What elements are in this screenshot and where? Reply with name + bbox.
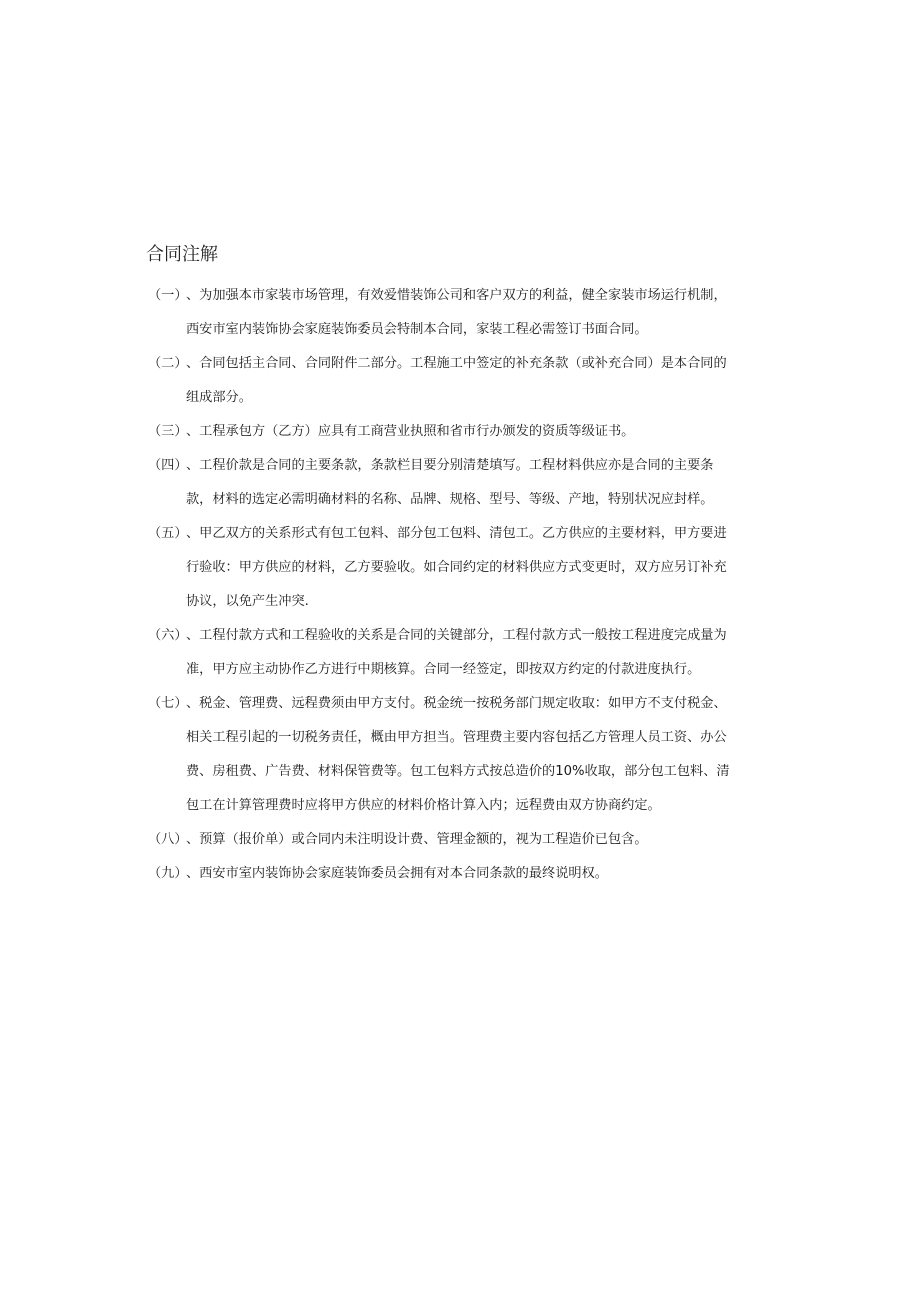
clause-number: （五）	[148, 526, 188, 541]
clause-number: （九）	[148, 866, 188, 881]
clause-item	[148, 857, 738, 891]
clause-list	[148, 279, 738, 891]
clause-number: （三）	[148, 424, 188, 439]
clause-item	[148, 279, 738, 347]
clause-item	[148, 449, 738, 517]
clause-text: 、西安市室内装饰协会家庭装饰委员会拥有对本合同条款的最终说明权。	[186, 866, 608, 881]
clause-number: （八）	[148, 832, 188, 847]
clause-text: 、工程付款方式和工程验收的关系是合同的关键部分，工程付款方式一般按工程进度完成量为准，甲方应主动协作乙方进行中期核算。合同一经签定，即按双方约定的付款进度执行。	[186, 628, 727, 677]
clause-text: 、为加强本市家装市场管理，有效爱惜装饰公司和客户双方的利益，健全家装市场运行机制，西安市室内装饰协会家庭装饰委员会特制本合同，家装工程必需签订书面合同。	[186, 288, 727, 337]
clause-item	[148, 823, 738, 857]
clause-number: （七）	[148, 696, 188, 711]
clause-number: （二）	[148, 356, 188, 371]
document-title: 合同注解	[146, 244, 218, 265]
clause-number: （六）	[148, 628, 188, 643]
clause-text: 、甲乙双方的关系形式有包工包料、部分包工包料、清包工。乙方供应的主要材料，甲方要进行验收：甲方供应的材料，乙方要验收。如合同约定的材料供应方式变更时，双方应另订补充协议，以免产生冲突.	[186, 526, 727, 609]
clause-text: 、工程价款是合同的主要条款，条款栏目要分别清楚填写。工程材料供应亦是合同的主要条款，材料的选定必需明确材料的名称、品牌、规格、型号、等级、产地，特别状况应封样。	[186, 458, 714, 507]
clause-item	[148, 347, 738, 415]
clause-item	[148, 415, 738, 449]
clause-text: 、合同包括主合同、合同附件二部分。工程施工中签定的补充条款（或补充合同）是本合同的组成部分。	[186, 356, 727, 405]
clause-text: 、工程承包方（乙方）应具有工商营业执照和省市行办颁发的资质等级证书。	[186, 424, 635, 439]
clause-number: （一）	[148, 288, 188, 303]
clause-number: （四）	[148, 458, 188, 473]
clause-item	[148, 687, 738, 823]
clause-text: 、预算（报价单）或合同内未注明设计费、管理金额的，视为工程造价已包含。	[186, 832, 648, 847]
clause-item	[148, 517, 738, 619]
clause-text: 、税金、管理费、远程费须由甲方支付。税金统一按税务部门规定收取：如甲方不支付税金、相关工程引起的一切税务责任，概由甲方担当。管理费主要内容包括乙方管理人员工资、办公费、房租费、广告费、材料保管费等。包工包料方式按总造价的10%收取，部分包工包料、清包工在计算管理费时应将甲方供应的材料价格计算入内；远程费由双方协商约定。	[186, 696, 730, 813]
clause-item	[148, 619, 738, 687]
